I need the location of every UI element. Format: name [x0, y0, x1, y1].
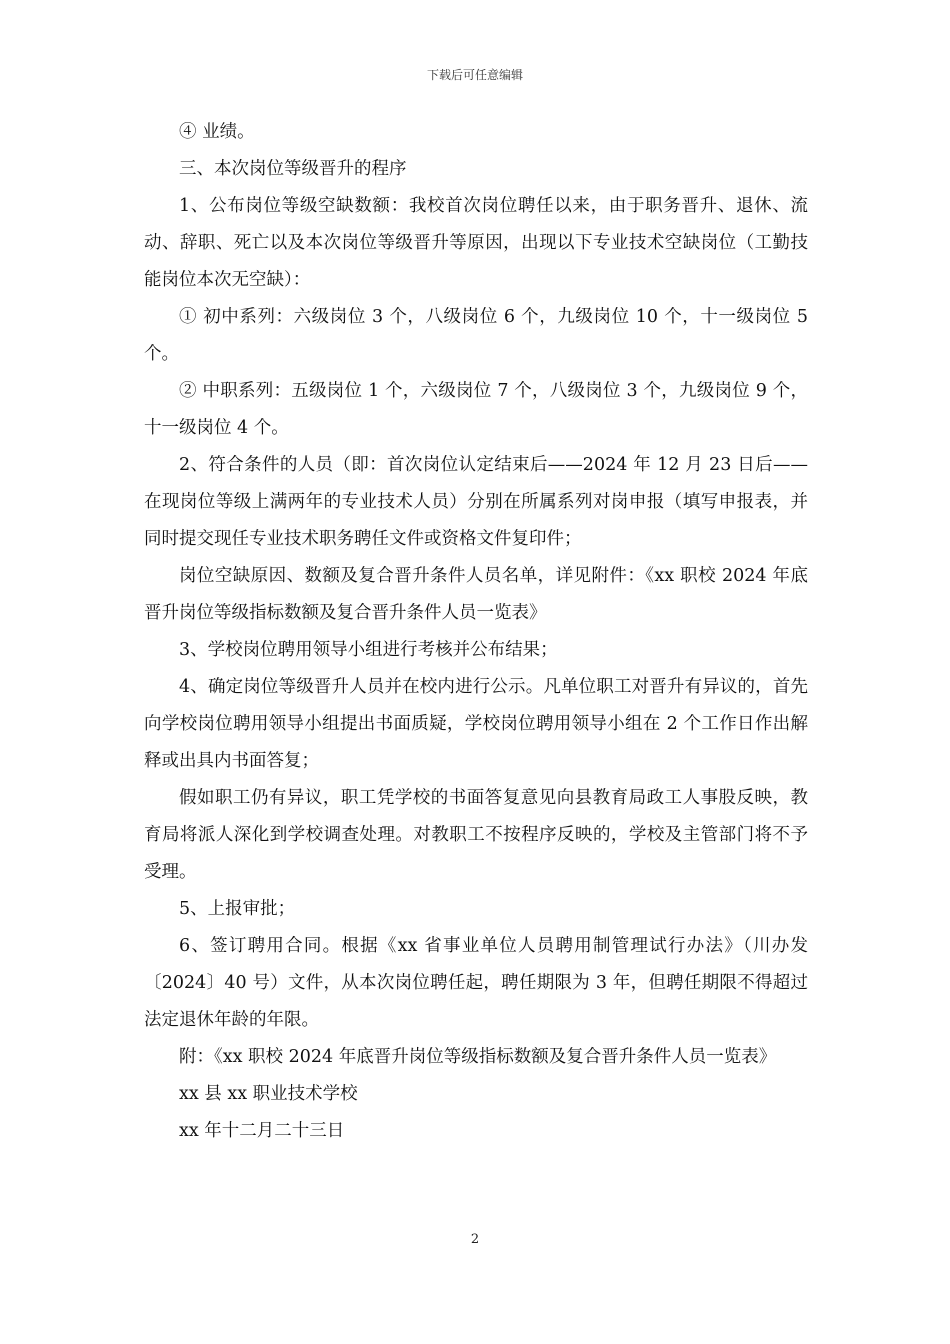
section-heading-procedure: 三、本次岗位等级晋升的程序: [179, 159, 407, 179]
paragraph-step-4: 4、确定岗位等级晋升人员并在校内进行公示。凡单位职工对晋升有异议的，首先向学校岗位聘用领导小组提出书面质疑，学校岗位聘用领导小组在 2 个工作日作出解释或出具内书面答复；: [144, 677, 808, 771]
item-achievement: ④ 业绩。: [179, 122, 255, 142]
page-header: 下载后可任意编辑: [426, 68, 523, 82]
paragraph-junior-series: ① 初中系列：六级岗位 3 个，八级岗位 6 个，九级岗位 10 个，十一级岗位 5 个。: [144, 307, 808, 364]
paragraph-step-1: 1、公布岗位等级空缺数额：我校首次岗位聘任以来，由于职务晋升、退休、流动、辞职、死亡以及本次岗位等级晋升等原因，出现以下专业技术空缺岗位（工勤技能岗位本次无空缺）：: [144, 196, 808, 290]
signature-date: xx 年十二月二十三日: [179, 1121, 345, 1141]
paragraph-step-5: 5、上报审批；: [179, 899, 296, 919]
paragraph-vocational-series: ② 中职系列：五级岗位 1 个，六级岗位 7 个，八级岗位 3 个，九级岗位 9 个，十一级岗位 4 个。: [144, 381, 808, 438]
paragraph-step-3: 3、学校岗位聘用领导小组进行考核并公布结果；: [179, 640, 558, 660]
page-number: 2: [470, 1232, 480, 1247]
paragraph-objection: 假如职工仍有异议，职工凭学校的书面答复意见向县教育局政工人事股反映，教育局将派人深化到学校调查处理。对教职工不按程序反映的，学校及主管部门将不予受理。: [144, 788, 808, 882]
paragraph-step-2: 2、符合条件的人员（即：首次岗位认定结束后——2024 年 12 月 23 日后——在现岗位等级上满两年的专业技术人员）分别在所属系列对岗申报（填写申报表，并同时提交现任专业技术职务聘任文件或资格文件复印件；: [144, 455, 808, 549]
paragraph-attachment: 附：《xx 职校 2024 年底晋升岗位等级指标数额及复合晋升条件人员一览表》: [179, 1047, 777, 1067]
document-body: [144, 114, 808, 1150]
signature-school: xx 县 xx 职业技术学校: [179, 1084, 358, 1104]
paragraph-step-6: 6、签订聘用合同。根据《xx 省事业单位人员聘用制管理试行办法》（川办发〔2024〕40 号）文件，从本次岗位聘任起，聘任期限为 3 年，但聘任期限不得超过法定退休年龄的年限。: [144, 936, 808, 1030]
paragraph-vacancy-details: 岗位空缺原因、数额及复合晋升条件人员名单，详见附件：《xx 职校 2024 年底晋升岗位等级指标数额及复合晋升条件人员一览表》: [144, 566, 808, 623]
